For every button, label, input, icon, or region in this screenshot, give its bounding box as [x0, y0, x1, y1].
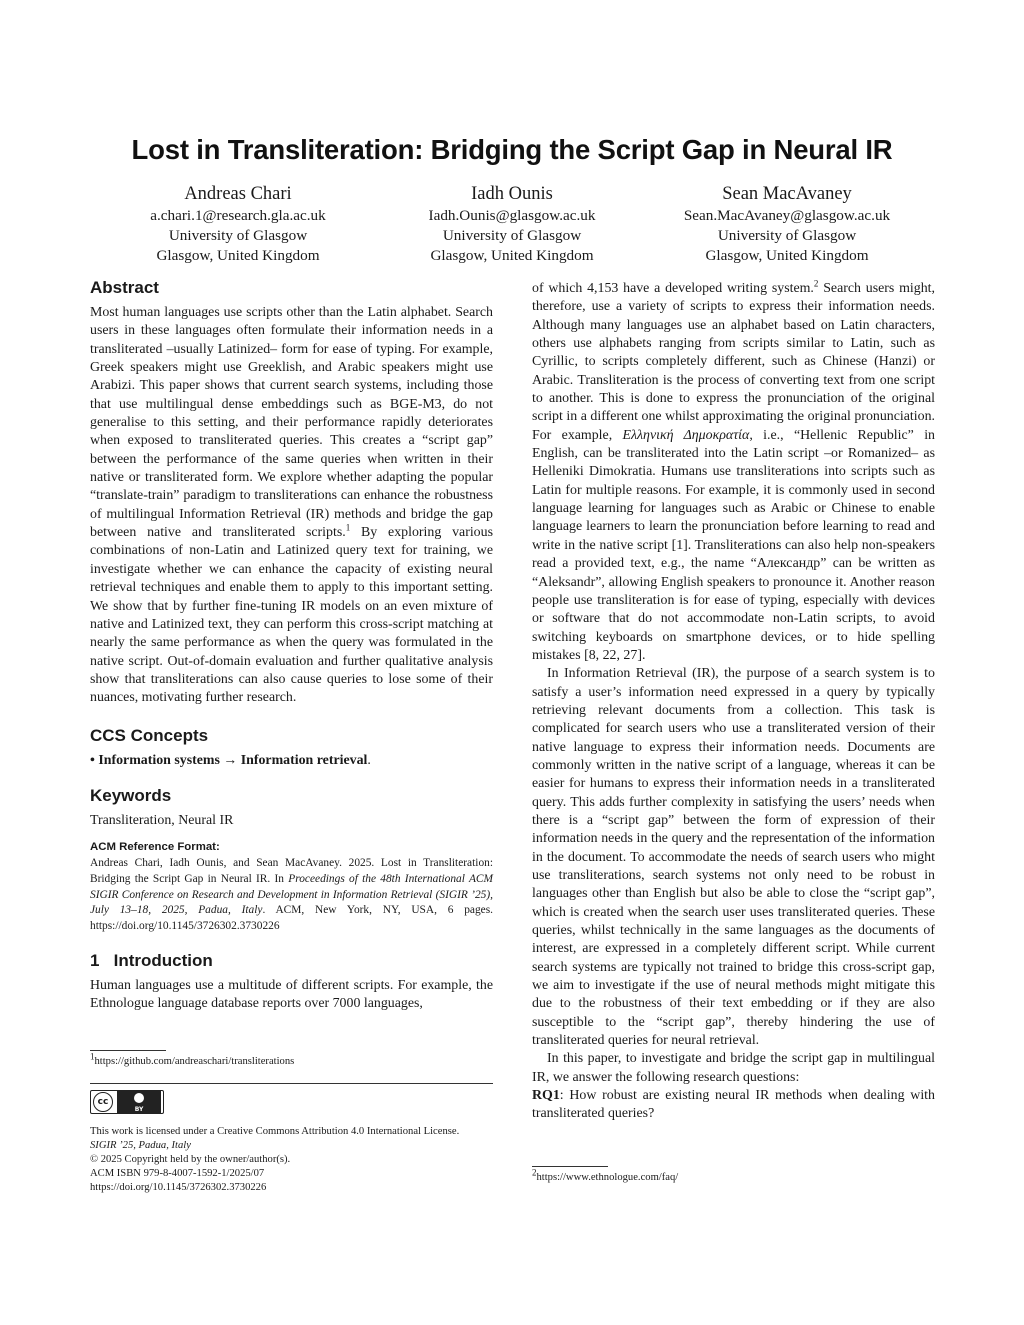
footnote-ref[interactable]: 1: [345, 522, 351, 533]
right-column: [532, 280, 935, 1124]
ccs-heading: CCS Concepts: [90, 725, 209, 745]
author-name: Andreas Chari: [184, 184, 292, 204]
author-name: Iadh Ounis: [471, 184, 553, 204]
license-rule: [90, 1083, 493, 1084]
cc-by-badge[interactable]: [90, 1090, 493, 1119]
author-affiliation: University of Glasgow: [442, 227, 582, 244]
author-location: Glasgow, United Kingdom: [430, 247, 594, 264]
footnote-area: [532, 1166, 935, 1185]
creative-commons-icon: cc BY: [90, 1090, 164, 1114]
footnote-rule: [532, 1166, 608, 1167]
license-text: This work is licensed under a Creative Commons Attribution 4.0 International License. SIGIR ’25, Padua, Italy © 2025 Copyright held by the owner/author(s). ACM ISBN 979-8-4007-1592-1/2025/07 https://doi.org/10.1145/3726302.3730226: [90, 1125, 493, 1195]
introduction-heading: 1 Introduction: [90, 951, 213, 971]
acm-reference: ACM Reference Format: Andreas Chari, Iadh Ounis, and Sean MacAvaney. 2025. Lost in Transliteration: Bridging the Script Gap in Neural IR. In Proceedings of the 48th International ACM SIGIR Conference on Research and Development in Information Retrieval (SIGIR ’25), July 13–18, 2025, Padua, Italy. ACM, New York, NY, USA, 6 pages. https://doi.org/10.1145/3726302.3730226: [90, 841, 493, 933]
keywords-text: Transliteration, Neural IR: [90, 812, 234, 828]
left-column: [90, 278, 493, 1014]
ccs-concepts: • Information systems → Information retrieval.: [90, 752, 371, 768]
doi-link[interactable]: https://doi.org/10.1145/3726302.3730226: [90, 1182, 267, 1193]
footnote-rule: [90, 1050, 166, 1051]
author-block: [88, 183, 388, 266]
footnote-1: $^1$https://github.com/andreaschari/transliterations: [90, 1051, 295, 1067]
author-location: Glasgow, United Kingdom: [156, 247, 320, 264]
author-block: [637, 183, 937, 266]
footnote-area: [90, 1050, 493, 1069]
intro-paragraph: In this paper, to investigate and bridge the script gap in multilingual IR, we answer the following research questions:: [532, 1051, 935, 1085]
intro-paragraph: of which 4,153 have a developed writing system.$^2$ Search users might, therefore, use a variety of scripts to express their information needs. Although many languages use an alphabet based on Latin characters, others use alphabets ranging from scripts similar to Latin, such as Cyrillic, to scripts completely different, such as Chinese (Hanzi) or Arabic. Transliteration is the process of converting text from one script to another. This is done to express the pronunciation of the original script in a different one whilst approximating the original pronunciation. For example, Ελληνική Δημοκρατία, i.e., “Hellenic Republic” in English, can be transliterated into the Latin script –or Romanized– as Helleniki Dimokratia. Humans use transliterations into scripts such as Latin for multiple reasons. For example, it is commonly used in second language learning for languages such as Arabic or Chinese to enable language learners to learn the pronunciation before learning to read and write in the native script [1]. Transliterations can also help non-speakers read a provided text, e.g., the name “Александр” can be written as “Aleksandr”, allowing English speakers to pronounce it. Another reason people use transliteration is for ease of typing, especially with devices or software that do not accommodate non-Latin scripts, to avoid switching keyboards on smartphone devices, or to hide spelling mistakes [8, 22, 27].: [532, 278, 936, 663]
author-email[interactable]: Sean.MacAvaney@glasgow.ac.uk: [683, 207, 891, 224]
intro-paragraph: In Information Retrieval (IR), the purpose of a search system is to satisfy a user’s information need expressed in a query by typically retrieving relevant documents from a collection. This task is complicated for search users who use a transliterated version of their native language to express their information needs. Documents are commonly written in the native script of a language, whereas it can be easier for humans to express their information needs in a transliterated query. This adds further complexity in satisfying the users’ needs when there is a “script gap” between the form of expression of their information needs in the query and the representation of the information in the document. To accommodate the needs of search users who might use transliterations, search systems not only need to be robust in languages other than English but also be able to close the “script gap”, which is created when the search user uses transliterated queries. These queries, whilst technically in the same languages as the documents of interest, are expressed in a completely different script. While current search systems are typically not trained to bridge this cross-script gap, we aim to investigate if the use of neural methods might mitigate this due to the robustness of their text embedding or if they are also susceptible to the “script gap”, thereby hindering the use of transliterated queries for neural retrieval.: [532, 666, 935, 1049]
abstract-heading: Abstract: [90, 278, 159, 297]
license-block: [90, 1083, 493, 1195]
abstract-text: Most human languages use scripts other than the Latin alphabet. Search users in these languages often formulate their information needs in a transliterated –usually Latinized– form for ease of typing. For example, Greek speakers might use Greeklish, and Arabic speakers might use Arabizi. This paper shows that current search systems, including those that use multilingual dense embeddings such as BGE-M3, do not generalise to this setting, and their performance rapidly deteriorates when exposed to transliterated queries. This creates a “script gap” between the performance of the same queries when written in their native or transliterated form. We explore whether adapting the popular “translate-train” paradigm to transliterations can enhance the robustness of multilingual Information Retrieval (IR) methods and bridge the gap between native and transliterated scripts.$^1$ By exploring various combinations of non-Latin and Latinized query text for training, we investigate whether we can enhance the capacity of existing neural retrieval techniques and enable them to apply to this important setting. We show that by further fine-tuning IR models on an even mixture of native and Latinized text, they can perform this cross-script matching at nearly the same performance as when the query was formulated in the native script. Out-of-domain evaluation and further qualitative analysis show that transliterations can also cause queries to lose some of their nuances, motivating further research.: [90, 305, 493, 706]
footnote-link[interactable]: https://github.com/andreaschari/transliterations: [94, 1056, 295, 1067]
author-email[interactable]: a.chari.1@research.gla.ac.uk: [150, 207, 326, 224]
footnote-ref[interactable]: 2: [813, 278, 819, 289]
footnote-link[interactable]: https://www.ethnologue.com/faq/: [536, 1172, 679, 1183]
author-name: Sean MacAvaney: [722, 184, 852, 204]
author-location: Glasgow, United Kingdom: [705, 247, 869, 264]
keywords-heading: Keywords: [90, 785, 172, 805]
intro-paragraph: Human languages use a multitude of different scripts. For example, the Ethnologue language database reports over 7000 languages,: [90, 978, 493, 1012]
author-email[interactable]: Iadh.Ounis@glasgow.ac.uk: [428, 207, 596, 224]
author-affiliation: University of Glasgow: [168, 227, 308, 244]
research-question: RQ1: How robust are existing neural IR methods when dealing with transliterated queries?: [532, 1088, 935, 1122]
author-block: [362, 183, 662, 266]
footnote-2: $^2$https://www.ethnologue.com/faq/: [532, 1167, 679, 1183]
acm-reference-heading: ACM Reference Format:: [90, 841, 220, 854]
paper-title: Lost in Transliteration: Bridging the Script Gap in Neural IR: [131, 134, 893, 165]
author-affiliation: University of Glasgow: [717, 227, 857, 244]
